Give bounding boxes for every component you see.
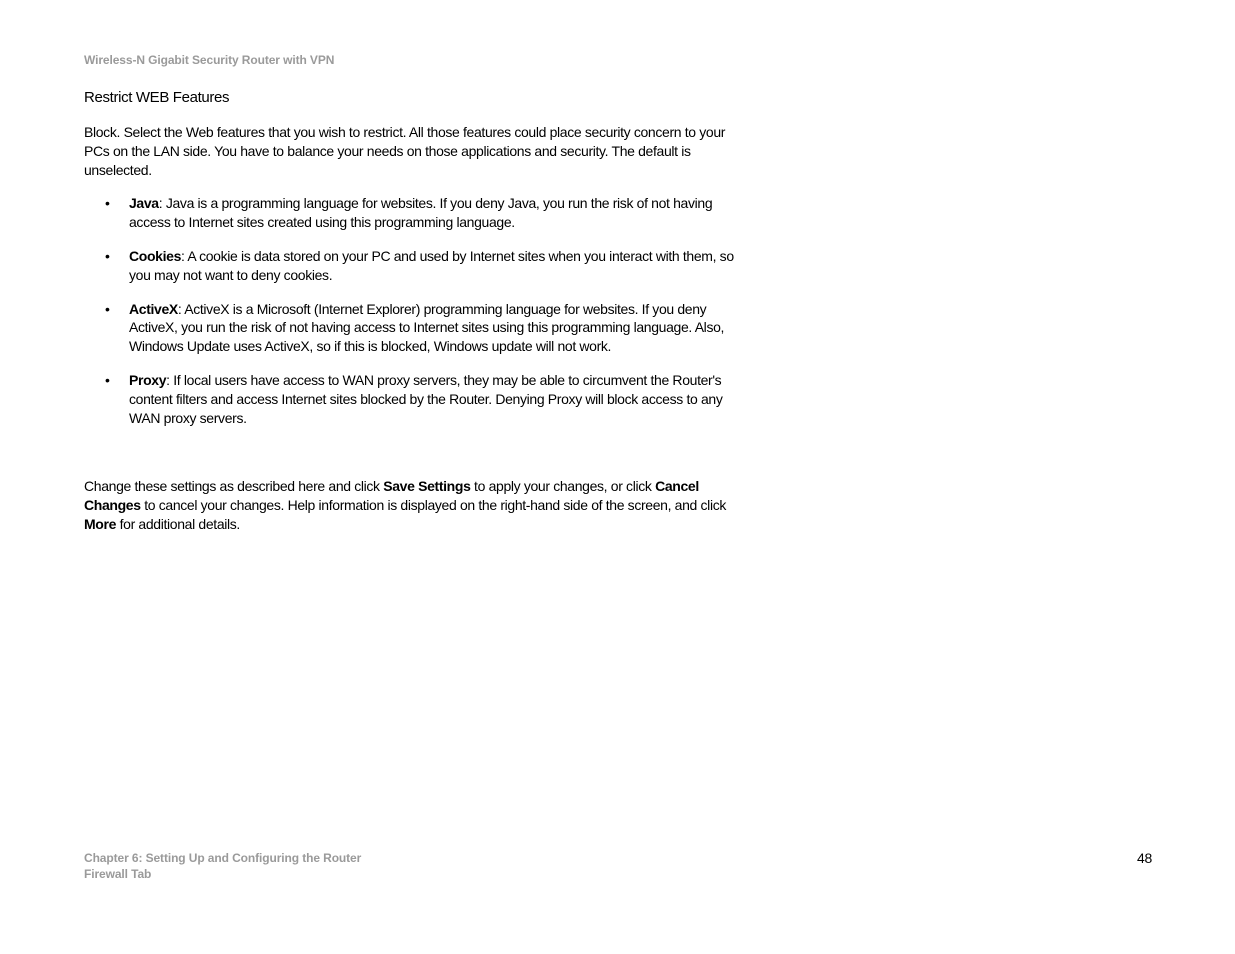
closing-text-1: Change these settings as described here and click — [84, 478, 384, 495]
footer-chapter: Chapter 6: Setting Up and Configuring the Router — [84, 851, 362, 865]
term-proxy: Proxy — [129, 371, 167, 388]
section-title: Restrict WEB Features — [84, 89, 230, 106]
closing-paragraph — [84, 477, 754, 533]
bullet-icon: • — [105, 371, 110, 388]
description-proxy: : If local users have access to WAN proxy servers, they may be able to circumvent the Router's content filters and access Internet sites blocked by the Router. Denying Proxy will block access to any WAN proxy servers. — [129, 371, 723, 426]
term-java: Java — [129, 195, 159, 212]
save-settings-term: Save Settings — [383, 478, 471, 495]
term-cookies: Cookies — [129, 247, 182, 264]
page-header: Wireless-N Gigabit Security Router with VPN — [84, 53, 335, 67]
closing-text-4: for additional details. — [116, 515, 240, 532]
description-java: : Java is a programming language for websites. If you deny Java, you run the risk of not having access to Internet sites created using this programming language. — [129, 195, 713, 231]
description-cookies: : A cookie is data stored on your PC and used by Internet sites when you interact with them, so you may not want to deny cookies. — [129, 247, 734, 283]
term-activex: ActiveX — [129, 300, 178, 317]
page-number: 48 — [1137, 850, 1152, 866]
bullet-icon: • — [105, 300, 110, 317]
list-item-java — [84, 194, 754, 232]
main-content — [84, 88, 754, 534]
list-item-activex — [84, 300, 754, 356]
closing-text-2: to apply your changes, or click — [470, 478, 656, 495]
list-item-cookies — [84, 247, 754, 285]
cancel-changes-term: Cancel Changes — [84, 478, 699, 514]
bullet-icon: • — [105, 247, 110, 264]
feature-list — [84, 194, 754, 427]
description-activex: : ActiveX is a Microsoft (Internet Explorer) programming language for websites. If you deny ActiveX, you run the risk of not having access to Internet sites using this programming language. Also, Windows Update uses ActiveX, so if this is blocked, Windows update will not work. — [129, 300, 725, 355]
page-footer — [84, 850, 361, 882]
closing-text-3: to cancel your changes. Help information is displayed on the right-hand side of the screen, and click — [140, 497, 727, 514]
more-term: More — [84, 515, 117, 532]
intro-paragraph: Block. Select the Web features that you wish to restrict. All those features could place security concern to your PCs on the LAN side. You have to balance your needs on those applications and security. The default is unselected. — [84, 124, 726, 178]
bullet-icon: • — [105, 195, 110, 212]
footer-section: Firewall Tab — [84, 867, 152, 881]
list-item-proxy — [84, 371, 754, 427]
